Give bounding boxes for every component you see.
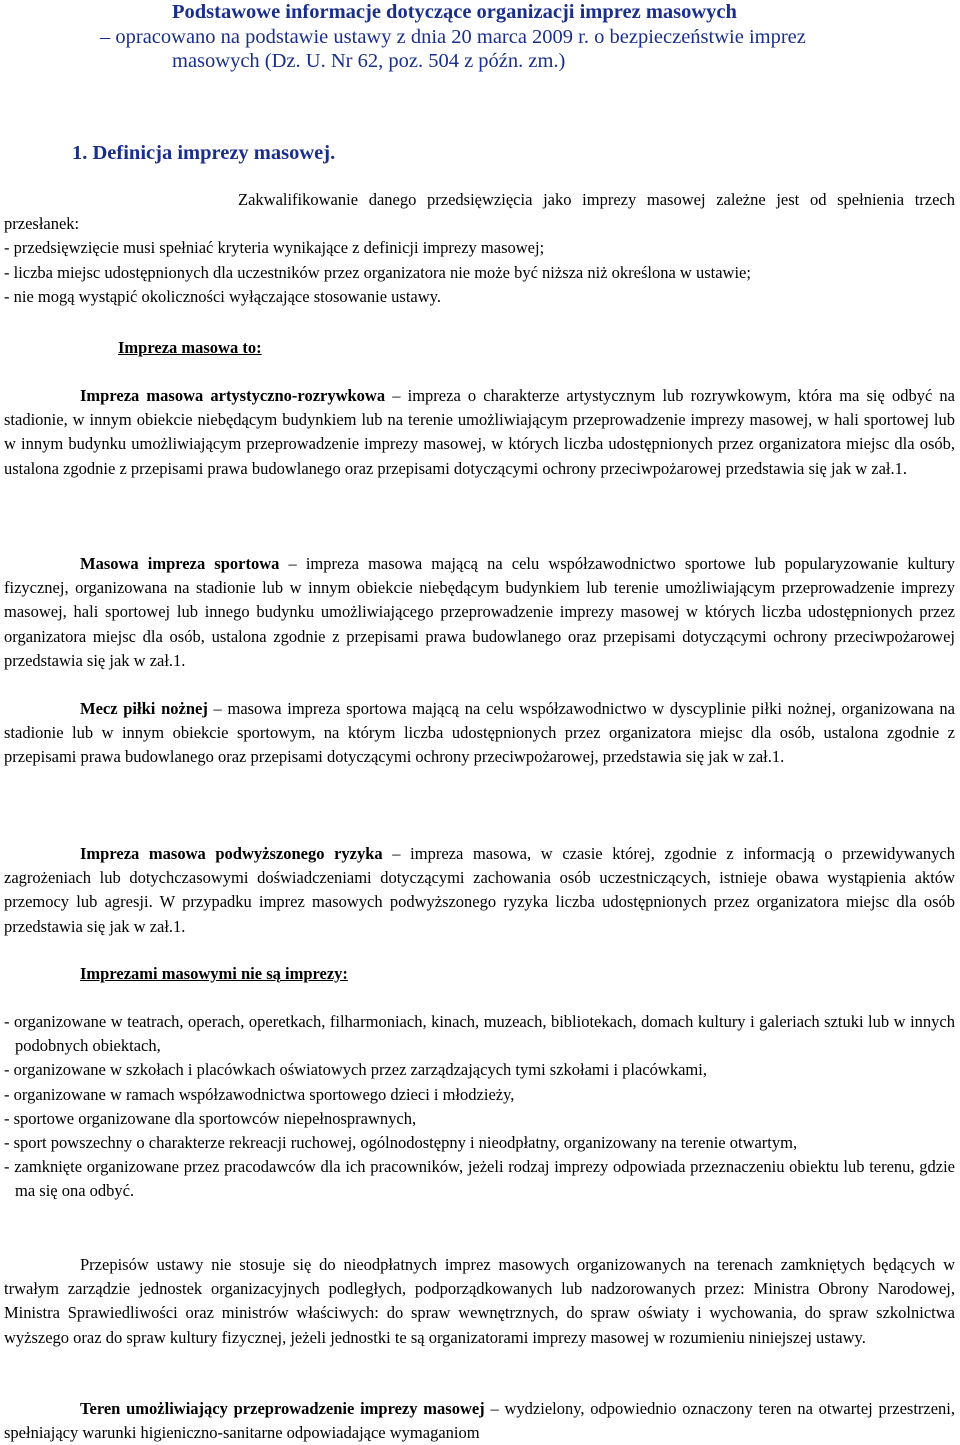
definition-term: Impreza masowa podwyższonego ryzyka bbox=[80, 844, 383, 863]
list-item: - organizowane w szkołach i placówkach oświatowych przez zarządzających tymi szkołami i placówkami, bbox=[4, 1060, 707, 1080]
section-heading-definition: 1. Definicja imprezy masowej. bbox=[72, 142, 336, 164]
definition-term: Impreza masowa artystyczno-rozrywkowa bbox=[80, 386, 386, 405]
definition-terrain bbox=[4, 1397, 955, 1445]
list-item: - sport powszechny o charakterze rekreacji ruchowej, ogólnodostępny i nieodpłatny, organizowany na terenie otwartym, bbox=[4, 1133, 798, 1153]
list-item: - sportowe organizowane dla sportowców niepełnosprawnych, bbox=[4, 1108, 417, 1128]
title-line-2: – opracowano na podstawie ustawy z dnia 20 marca 2009 r. o bezpieczeństwie imprez bbox=[100, 25, 806, 48]
definition-text: – impreza masowa, w czasie której, zgodnie z informacją o przewidywanych zagrożeniach lub dotychczasowymi doświadczeniami dotyczącymi zachowania osób uczestniczących, istnieje obawa wystąpienia aktów przemocy lub agresji. W przypadku imprez masowych podwyższonego ryzyka liczba udostępnionych przez organizatora miejsc dla osób przedstawia się jak w zał.1. bbox=[4, 844, 955, 936]
provision-paragraph: Przepisów ustawy nie stosuje się do nieodpłatnych imprez masowych organizowanych na terenach zamkniętych będących w trwałym zarządzie jednostek organizacyjnych podległych, podporządkowanych lub nadzorowanych przez: Ministra Obrony Narodowej, Ministra Sprawiedliwości oraz ministrów właściwych: do spraw wewnętrznych, do spraw oświaty i wychowania, do spraw szkolnictwa wyższego oraz do spraw kultury fizycznej, jeżeli jednostki te są organizatorami imprezy masowej w rozumieniu niniejszej ustawy. bbox=[4, 1255, 955, 1347]
condition-item: - przedsięwzięcie musi spełniać kryteria wynikające z definicji imprezy masowej; bbox=[4, 238, 545, 258]
list-item: - zamknięte organizowane przez pracodawców dla ich pracowników, jeżeli rodzaj imprezy odpowiada przeznaczeniu obiektu lub terenu, gdzie ma się ona odbyć. bbox=[4, 1157, 955, 1201]
definition-high-risk bbox=[4, 842, 955, 939]
definitions-subheading: Impreza masowa to: bbox=[118, 338, 262, 357]
definition-text: – masowa impreza sportowa mającą na celu współzawodnictwo w dyscyplinie piłki nożnej, organizowana na stadionie lub w innym obiekcie sportowym, na którym liczba udostępnionych przez organizatora miejsc dla osób, ustalona zgodnie z przepisami prawa budowlanego oraz przepisami dotyczącymi ochrony przeciwpożarowej, przedstawia się jak w zał.1. bbox=[4, 699, 955, 767]
exclusions-heading: Imprezami masowymi nie są imprezy: bbox=[80, 964, 348, 983]
qualification-block bbox=[4, 188, 955, 309]
definition-football bbox=[4, 697, 955, 770]
list-item: - organizowane w ramach współzawodnictwa sportowego dzieci i młodzieży, bbox=[4, 1084, 515, 1104]
definition-text: – impreza masowa mającą na celu współzawodnictwo sportowe lub popularyzowanie kultury fizycznej, organizowana na stadionie lub w innym obiekcie niebędącym budynkiem lub terenie umożliwiającym przeprowadzenie imprezy masowej, hali sportowej lub innego budynku umożliwiającego przeprowadzenie imprezy masowej w których liczba udostępnionych przez organizatora miejsc dla osób, ustalona zgodnie z przepisami prawa budowlanego oraz przepisami dotyczącymi ochrony przeciwpożarowej przedstawia się jak w zał.1. bbox=[4, 554, 955, 670]
definition-artistic bbox=[4, 384, 955, 481]
definition-sport bbox=[4, 552, 955, 673]
definition-term: Mecz piłki nożnej bbox=[80, 699, 208, 718]
definition-text: – impreza o charakterze artystycznym lub rozrywkowym, która ma się odbyć na stadionie, w innym obiekcie niebędącym budynkiem lub na terenie umożliwiającym przeprowadzenie imprezy masowej, w hali sportowej lub w innym budynku umożliwiającym przeprowadzenie imprezy masowej, w których liczba udostępnionych przez organizatora miejsc dla osób, ustalona zgodnie z przepisami prawa budowlanego oraz przepisami dotyczącymi ochrony przeciwpożarowej przedstawia się jak w zał.1. bbox=[4, 386, 955, 478]
definition-text: – wydzielony, odpowiednio oznaczony teren na otwartej przestrzeni, spełniający warunki higieniczno-sanitarne odpowiadające wymaganiom bbox=[4, 1399, 955, 1443]
document-title bbox=[4, 0, 960, 74]
definition-term: Teren umożliwiający przeprowadzenie imprezy masowej bbox=[80, 1399, 485, 1418]
qualification-intro: Zakwalifikowanie danego przedsięwzięcia jako imprezy masowej zależne jest od spełnienia trzech przesłanek: bbox=[4, 190, 955, 234]
condition-item: - nie mogą wystąpić okoliczności wyłączające stosowanie ustawy. bbox=[4, 286, 441, 306]
condition-item: - liczba miejsc udostępnionych dla uczestników przez organizatora nie może być niższa niż określona w ustawie; bbox=[4, 262, 751, 282]
list-item: - organizowane w teatrach, operach, operetkach, filharmoniach, kinach, muzeach, bibliotekach, domach kultury i galeriach sztuki lub w innych podobnych obiektach, bbox=[4, 1012, 955, 1056]
title-line-1: Podstawowe informacje dotyczące organizacji imprez masowych bbox=[172, 1, 737, 23]
exclusions-list bbox=[4, 1010, 955, 1204]
definition-term: Masowa impreza sportowa bbox=[80, 554, 280, 573]
title-line-3: masowych (Dz. U. Nr 62, poz. 504 z późn. zm.) bbox=[172, 50, 566, 72]
